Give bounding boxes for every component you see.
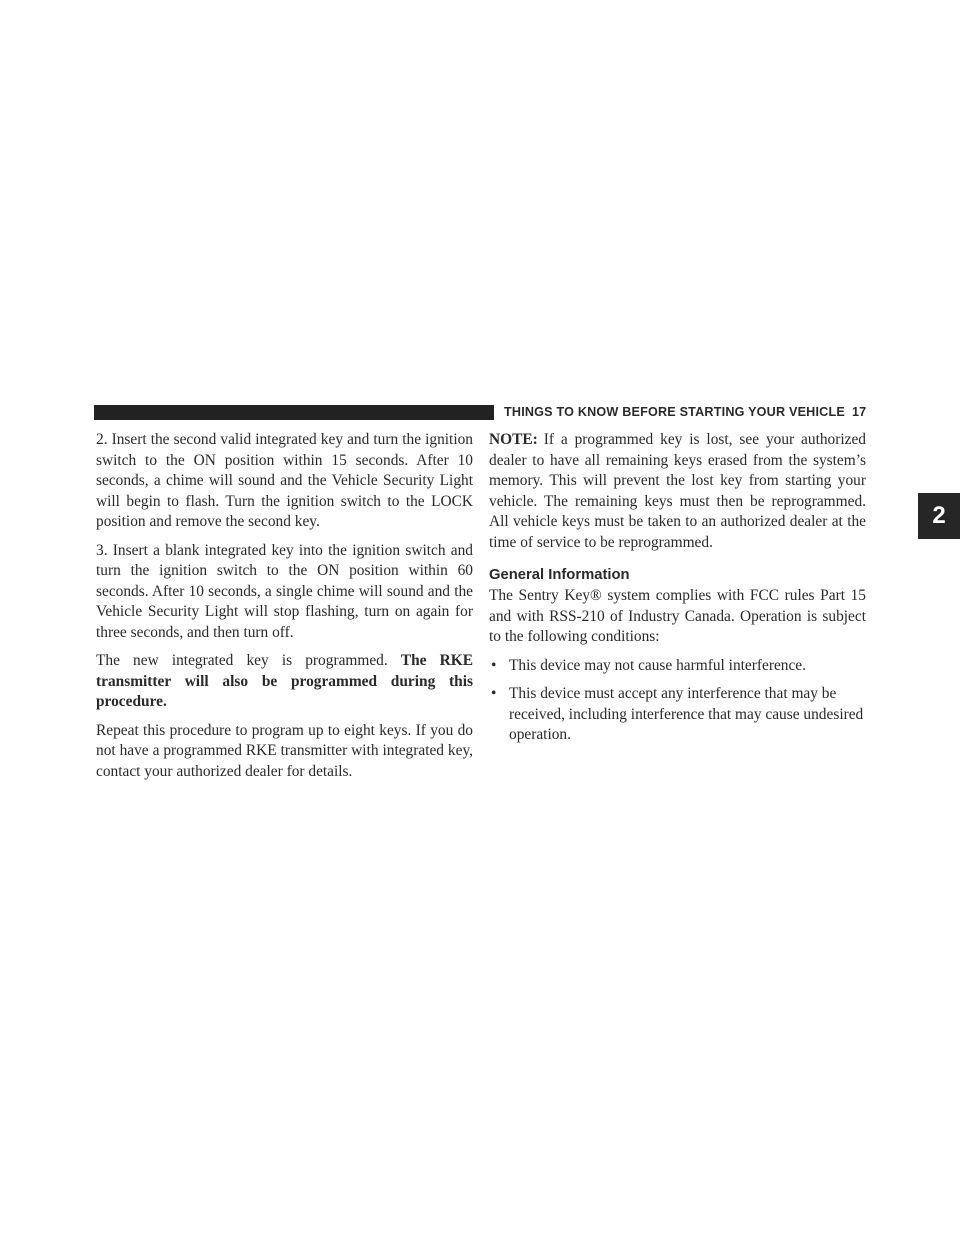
programmed-bold-text: The RKE transmitter will also be programmed during this procedure. bbox=[96, 652, 473, 710]
list-item bbox=[489, 656, 866, 677]
programmed-text: The new integrated key is programmed. bbox=[96, 652, 388, 669]
chapter-tab: 2 bbox=[918, 493, 960, 539]
general-info-paragraph: The Sentry Key® system complies with FCC rules Part 15 and with RSS-210 of Industry Canada. Operation is subject to the following conditions: bbox=[489, 587, 866, 645]
page-number: 17 bbox=[851, 405, 867, 419]
section-title: THINGS TO KNOW BEFORE STARTING YOUR VEHICLE bbox=[504, 405, 845, 419]
step-2-paragraph: 2. Insert the second valid integrated key and turn the ignition switch to the ON position within 15 seconds. After 10 seconds, a chime will sound and the Vehicle Security Light will begin to flash. Turn the ignition switch to the LOCK position and remove the second key. bbox=[96, 431, 473, 530]
step-3-paragraph: 3. Insert a blank integrated key into the ignition switch and turn the ignition switch to the ON position within 60 seconds. After 10 seconds, a single chime will sound and the Vehicle Security Light will stop flashing, turn on again for three seconds, and then turn off. bbox=[96, 541, 473, 641]
left-column bbox=[96, 430, 473, 790]
note-paragraph bbox=[489, 430, 866, 553]
right-column bbox=[489, 430, 866, 754]
header-rule bbox=[94, 405, 494, 420]
list-item bbox=[489, 684, 866, 746]
bullet-icon: • bbox=[491, 685, 497, 702]
note-label: NOTE: bbox=[489, 431, 538, 448]
repeat-paragraph: Repeat this procedure to program up to eight keys. If you do not have a programmed RKE transmitter with integrated key, contact your authorized dealer for details. bbox=[96, 721, 473, 780]
note-text: If a programmed key is lost, see your authorized dealer to have all remaining keys erased from the system’s memory. This will prevent the lost key from starting your vehicle. The remaining keys must then be reprogrammed. All vehicle keys must be taken to an authorized dealer at the time of service to be reprogrammed. bbox=[489, 431, 866, 551]
list-item-text: This device may not cause harmful interference. bbox=[509, 656, 806, 674]
programmed-paragraph bbox=[96, 651, 473, 713]
list-item-text: This device must accept any interference that may be received, including interference that may cause undesired operation. bbox=[509, 685, 864, 743]
conditions-list bbox=[489, 656, 866, 746]
running-header bbox=[504, 403, 866, 422]
bullet-icon: • bbox=[491, 656, 497, 674]
section-heading: General Information bbox=[489, 567, 630, 583]
